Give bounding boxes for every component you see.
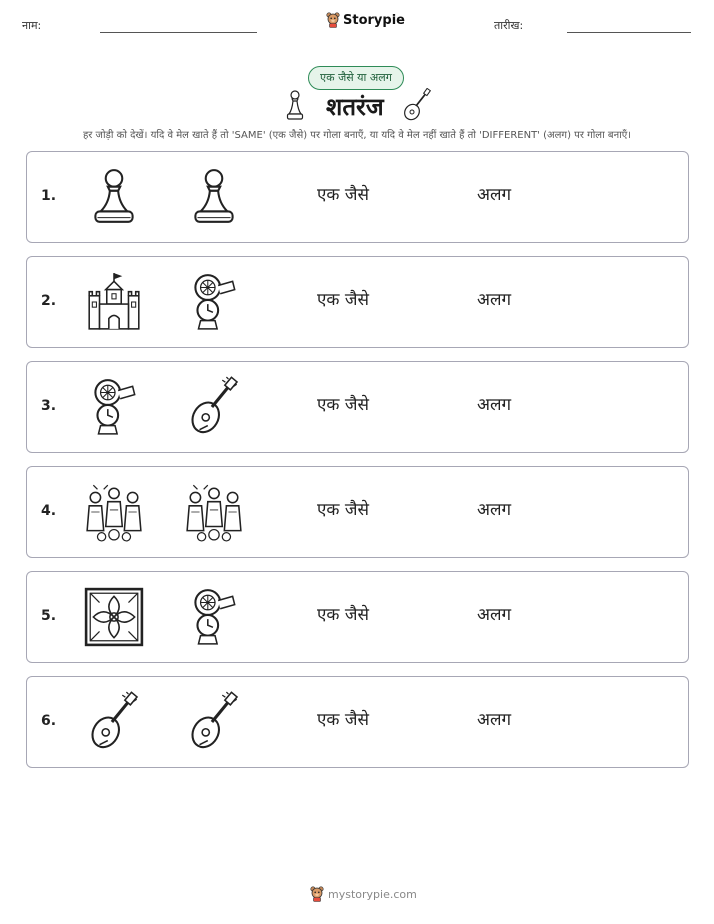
people-group-icon — [83, 481, 145, 543]
same-option[interactable]: एक जैसे — [317, 605, 369, 625]
name-line[interactable] — [100, 32, 257, 33]
bear-mascot-icon — [310, 886, 324, 902]
page-title: शतरंज — [326, 93, 384, 121]
brand-logo — [326, 12, 405, 28]
row-number: 5. — [41, 608, 57, 624]
pawn-icon — [83, 166, 145, 228]
worksheet-type-badge: एक जैसे या अलग — [308, 66, 404, 90]
castle-icon — [83, 271, 145, 333]
different-option[interactable]: अलग — [477, 185, 512, 205]
pawn-title-icon — [286, 90, 304, 122]
brand-name: Storypie — [343, 12, 405, 28]
exercise-row — [26, 151, 689, 243]
row-number: 6. — [41, 713, 57, 729]
different-option[interactable]: अलग — [477, 395, 512, 415]
same-option[interactable]: एक जैसे — [317, 290, 369, 310]
same-option[interactable]: एक जैसे — [317, 185, 369, 205]
people-group-icon — [183, 481, 245, 543]
chess-clock-icon — [183, 586, 245, 648]
date-label: तारीख: — [494, 19, 524, 32]
name-label: नाम: — [22, 19, 42, 32]
row-number: 4. — [41, 503, 57, 519]
pawn-icon — [183, 166, 245, 228]
different-option[interactable]: अलग — [477, 605, 512, 625]
lute-icon — [183, 691, 245, 753]
chess-clock-icon — [83, 376, 145, 438]
row-number: 1. — [41, 188, 57, 204]
footer-url[interactable]: mystorypie.com — [328, 887, 417, 901]
lute-icon — [83, 691, 145, 753]
bear-mascot-icon — [326, 12, 340, 28]
tile-pattern-icon — [83, 586, 145, 648]
chess-clock-icon — [183, 271, 245, 333]
row-number: 3. — [41, 398, 57, 414]
date-line[interactable] — [567, 32, 691, 33]
footer — [310, 886, 417, 902]
same-option[interactable]: एक जैसे — [317, 710, 369, 730]
exercise-row — [26, 466, 689, 558]
lute-icon — [183, 376, 245, 438]
exercise-row — [26, 571, 689, 663]
same-option[interactable]: एक जैसे — [317, 395, 369, 415]
exercise-row — [26, 256, 689, 348]
lute-title-icon — [402, 88, 432, 122]
exercise-row — [26, 361, 689, 453]
different-option[interactable]: अलग — [477, 710, 512, 730]
same-option[interactable]: एक जैसे — [317, 500, 369, 520]
different-option[interactable]: अलग — [477, 290, 512, 310]
instructions-text: हर जोड़ी को देखें। यदि वे मेल खाते हैं तो 'SAME' (एक जैसे) पर गोला बनाएँ, या यदि वे मेल नहीं खाते हैं तो 'DIFFERENT' (अलग) पर गोला बनाएँ। — [82, 130, 632, 141]
row-number: 2. — [41, 293, 57, 309]
different-option[interactable]: अलग — [477, 500, 512, 520]
exercise-row — [26, 676, 689, 768]
